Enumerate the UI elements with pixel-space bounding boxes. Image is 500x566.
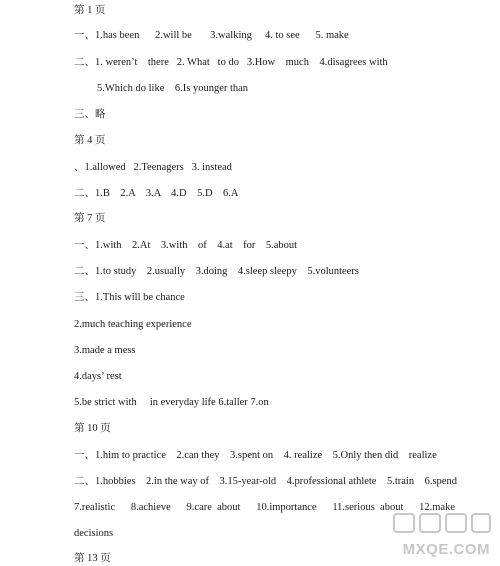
answer-line: 3.made a mess (74, 345, 136, 356)
page-heading-7: 第 7 页 (74, 213, 106, 224)
answer-line: 7.realistic 8.achieve 9.care about 10.importance 11.serious about 12.make (74, 502, 455, 513)
answer-line: 、1.allowed 2.Teenagers 3. instead (74, 162, 232, 173)
page-heading-4: 第 4 页 (74, 135, 106, 146)
page-heading-1: 第 1 页 (74, 5, 106, 16)
answer-line: 一、1.has been 2.will be 3.walking 4. to see 5. make (74, 30, 349, 41)
answer-line: 三、1.This will be chance (74, 292, 185, 303)
page-heading-13: 第 13 页 (74, 553, 111, 564)
answer-line: 5.Which do like 6.Is younger than (97, 83, 249, 94)
answer-line: 2.much teaching experience (74, 319, 192, 330)
answer-line: 4.days’ rest (74, 371, 122, 382)
answer-line: 一、1.with 2.At 3.with of 4.at for 5.about (74, 240, 298, 251)
answer-line: 二、1.B 2.A 3.A 4.D 5.D 6.A (74, 188, 239, 199)
site-watermark (386, 512, 494, 562)
page-heading-10: 第 10 页 (74, 423, 111, 434)
answer-line: decisions (74, 528, 114, 539)
answer-line: 二、1.to study 2.usually 3.doing 4.sleep sleepy 5.volunteers (74, 266, 359, 277)
answer-line: 二、1.hobbies 2.in the way of 3.15-year-old 4.professional athlete 5.train 6.spend (74, 476, 457, 487)
answer-line: 三、略 (74, 109, 106, 120)
answer-line: 5.be strict with in everyday life 6.taller 7.on (74, 397, 269, 408)
watermark-text: MXQE.COM (402, 541, 490, 558)
answer-line: 一、1.him to practice 2.can they 3.spent on 4. realize 5.Only then did realize (74, 450, 437, 461)
answer-line: 二、1. weren’t there 2. What to do 3.How much 4.disagrees with (74, 57, 388, 68)
